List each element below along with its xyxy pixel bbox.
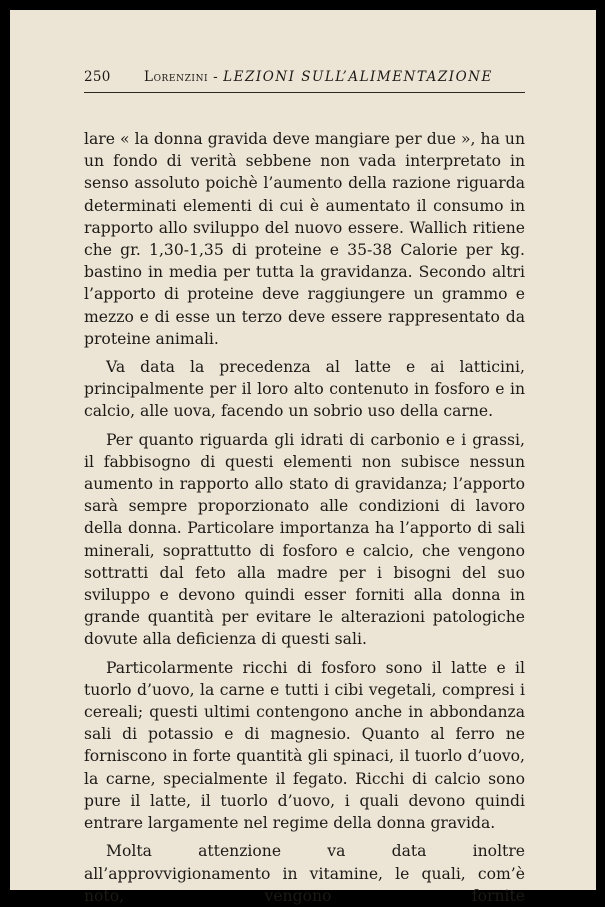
page-number: 250 [84,69,111,85]
paragraph: Molta attenzione va data inoltre all’approvvigionamento in vitamine, le quali, com’è noto, vengono fornite [84,842,525,905]
running-header [84,69,524,91]
book-page [10,10,596,905]
header-separator: - [208,69,224,85]
author-name: Lorenzini [144,69,209,85]
paragraph: lare « la donna gravida deve mangiare per due », ha un un fondo di verità sebbene non vada interpretato in senso assoluto poichè l’aumento della razione riguarda determinati elementi di cui è aumentato il consumo in rapporto allo sviluppo del nuovo essere. Wallich ritiene che gr. 1,30-1,35 di proteine e 35-38 Calorie per kg. bastino in media per tutta la gravidanza. Secondo altri l’apporto di proteine deve raggiungere un grammo e mezzo e di esse un terzo deve essere rappresentato da proteine animali. [84,130,525,348]
running-head [144,69,493,85]
body-text [84,128,525,907]
paragraph: Va data la precedenza al latte e ai latticini, principalmente per il loro alto contenuto in fosforo e in calcio, alle uova, facendo un sobrio uso della carne. [84,358,525,421]
paragraph: Per quanto riguarda gli idrati di carbonio e i grassi, il fabbisogno di questi elementi non subisce nessun aumento in rapporto allo stato di gravidanza; l’apporto sarà sempre proporzionato alle condizioni di lavoro della donna. Particolare importanza ha l’apporto di sali minerali, soprattutto di fosforo e calcio, che vengono sottratti dal feto alla madre per i bisogni del suo sviluppo e devono quindi esser forniti alla donna in grande quantità per evitare le alterazioni patologiche dovute alla deficienza di questi sali. [84,430,525,649]
paragraph: Particolarmente ricchi di fosforo sono il latte e il tuorlo d’uovo, la carne e tutti i cibi vegetali, compresi i cereali; questi ultimi contengono anche in abbondanza sali di potassio e di magnesio. Quanto al ferro ne forniscono in forte quantità gli spinaci, il tuorlo d’uovo, la carne, specialmente il fegato. Ricchi di calcio sono pure il latte, il tuorlo d’uovo, i quali devono quindi entrare largamente nel regime della donna gravida. [84,658,525,833]
book-title: LEZIONI SULL’ALIMENTAZIONE [223,69,493,85]
header-rule [84,92,525,93]
